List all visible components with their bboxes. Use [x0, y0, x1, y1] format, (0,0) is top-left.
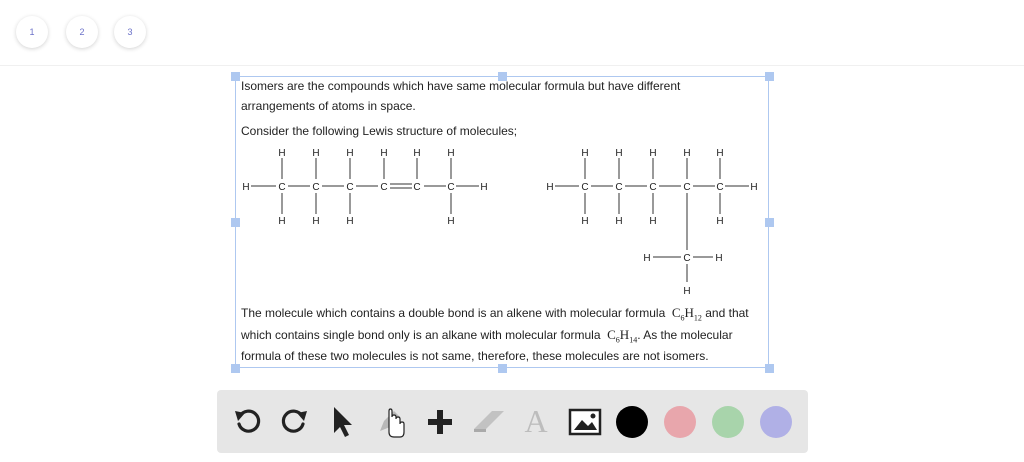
atom-c: C [346, 182, 354, 193]
page-tab-1[interactable] [16, 16, 48, 48]
lewis-structures [235, 140, 769, 300]
atom-c: C [615, 182, 623, 193]
eraser-tool-button[interactable] [469, 390, 509, 453]
select-tool-button[interactable] [325, 390, 359, 453]
atom-h: H [480, 182, 488, 193]
text-tool-button[interactable] [519, 390, 553, 453]
atom-c: C [312, 182, 320, 193]
atom-h: H [615, 148, 623, 159]
conclusion-text: . As the molecular [637, 328, 733, 342]
atom-h: H [447, 216, 455, 227]
atom-h: H [278, 148, 286, 159]
undo-button[interactable] [231, 390, 265, 453]
atom-h: H [380, 148, 388, 159]
alkene-formula: $C_6H_{12}$ [671, 305, 702, 323]
atom-h: H [615, 216, 623, 227]
conclusion-line-3: formula of these two molecules is not same, therefore, these molecules are not isomers. [241, 349, 709, 363]
redo-icon [279, 407, 309, 437]
color-swatch-green[interactable] [712, 406, 744, 438]
select-cursor-icon [327, 405, 357, 439]
atom-h: H [649, 148, 657, 159]
atom-c: C [716, 182, 724, 193]
atom-h: H [346, 216, 354, 227]
atom-h: H [312, 148, 320, 159]
intro-line-1: Isomers are the compounds which have same molecular formula but have different [241, 79, 681, 93]
resize-handle-top-left[interactable] [231, 72, 240, 81]
alkane-formula: $C_6H_{14}$ [607, 327, 638, 345]
page-tab-label: 1 [29, 27, 35, 37]
atom-h: H [242, 182, 250, 193]
intro-line-2: arrangements of atoms in space. [241, 99, 416, 113]
atom-c: C [649, 182, 657, 193]
plus-icon [425, 407, 455, 437]
color-swatch-black[interactable] [616, 406, 648, 438]
atom-h: H [716, 216, 724, 227]
eraser-icon [470, 407, 508, 437]
atom-c: C [683, 182, 691, 193]
resize-handle-top-right[interactable] [765, 72, 774, 81]
atom-c: C [581, 182, 589, 193]
atom-h: H [413, 148, 421, 159]
image-icon [568, 408, 602, 436]
page-tab-2[interactable] [66, 16, 98, 48]
atom-h: H [683, 286, 691, 297]
atom-h: H [546, 182, 554, 193]
conclusion-text: which contains single bond only is an alkane with molecular formula [241, 328, 601, 342]
atom-h: H [312, 216, 320, 227]
atom-c: C [413, 182, 421, 193]
resize-handle-bottom-right[interactable] [765, 364, 774, 373]
consider-line: Consider the following Lewis structure of molecules; [241, 124, 518, 138]
page-tab-label: 2 [79, 27, 85, 37]
atom-h: H [643, 253, 651, 264]
atom-h: H [683, 148, 691, 159]
atom-c: C [683, 253, 691, 264]
atom-h: H [447, 148, 455, 159]
add-shape-button[interactable] [423, 390, 457, 453]
resize-handle-bottom-left[interactable] [231, 364, 240, 373]
atom-c: C [447, 182, 455, 193]
conclusion-text: The molecule which contains a double bond is an alkene with molecular formula [241, 306, 666, 320]
conclusion-text: and that [705, 306, 749, 320]
pen-tool-button[interactable] [371, 390, 411, 453]
header-divider [0, 65, 1024, 66]
atom-h: H [715, 253, 723, 264]
atom-h: H [716, 148, 724, 159]
undo-icon [233, 407, 263, 437]
atom-h: H [278, 216, 286, 227]
atom-h: H [346, 148, 354, 159]
text-tool-icon: A [524, 403, 548, 439]
redo-button[interactable] [277, 390, 311, 453]
atom-c: C [278, 182, 286, 193]
atom-h: H [649, 216, 657, 227]
page-tab-3[interactable] [114, 16, 146, 48]
atom-h: H [581, 148, 589, 159]
drawing-toolbar [217, 390, 808, 453]
atom-h: H [750, 182, 758, 193]
pen-icon [374, 405, 408, 439]
color-swatch-pink[interactable] [664, 406, 696, 438]
atom-h: H [581, 216, 589, 227]
atom-c: C [380, 182, 388, 193]
image-tool-button[interactable] [567, 390, 603, 453]
color-swatch-purple[interactable] [760, 406, 792, 438]
page-tab-label: 3 [127, 27, 133, 37]
